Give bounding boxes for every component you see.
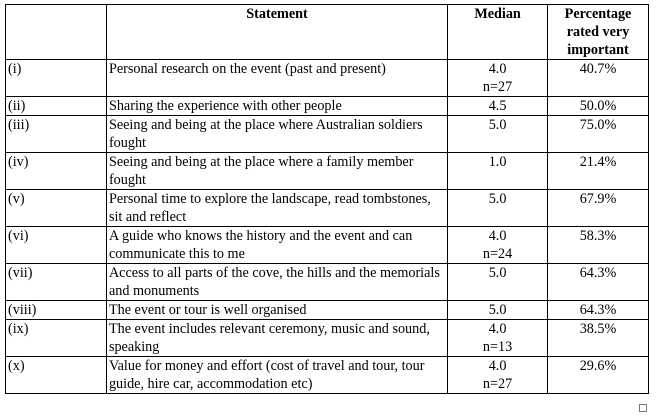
median-value: 5.0 — [488, 117, 507, 133]
row-number: (vii) — [6, 264, 107, 301]
row-percentage: 38.5% — [548, 320, 649, 357]
row-median — [448, 97, 548, 116]
median-value: 4.5 — [488, 98, 507, 114]
sample-size: n=27 — [482, 376, 513, 392]
table-row — [6, 264, 649, 301]
row-median — [448, 190, 548, 227]
sample-size: n=13 — [482, 339, 513, 355]
median-value: 1.0 — [488, 154, 507, 170]
row-statement: The event includes relevant ceremony, music and sound, speaking — [106, 320, 447, 357]
row-number: (ii) — [6, 97, 107, 116]
median-value: 4.0 — [488, 358, 507, 374]
row-statement: Personal research on the event (past and present) — [106, 60, 447, 97]
median-value: 5.0 — [488, 191, 507, 207]
row-percentage: 21.4% — [548, 153, 649, 190]
table-row — [6, 116, 649, 153]
row-percentage: 58.3% — [548, 227, 649, 264]
row-median — [448, 320, 548, 357]
row-percentage: 75.0% — [548, 116, 649, 153]
row-statement: Personal time to explore the landscape, read tombstones, sit and reflect — [106, 190, 447, 227]
table-row — [6, 190, 649, 227]
row-number: (ix) — [6, 320, 107, 357]
row-median — [448, 227, 548, 264]
row-percentage: 50.0% — [548, 97, 649, 116]
row-median — [448, 301, 548, 320]
row-median — [448, 60, 548, 97]
row-number: (v) — [6, 190, 107, 227]
row-percentage: 64.3% — [548, 264, 649, 301]
header-median: Median — [448, 5, 548, 60]
row-number: (viii) — [6, 301, 107, 320]
median-value: 5.0 — [488, 302, 507, 318]
header-statement: Statement — [106, 5, 447, 60]
row-percentage: 29.6% — [548, 357, 649, 394]
table-header-row — [6, 5, 649, 60]
row-percentage: 40.7% — [548, 60, 649, 97]
row-median — [448, 264, 548, 301]
row-median — [448, 357, 548, 394]
median-value: 4.0 — [488, 228, 507, 244]
header-number — [6, 5, 107, 60]
row-median — [448, 116, 548, 153]
row-number: (vi) — [6, 227, 107, 264]
median-value: 5.0 — [488, 265, 507, 281]
row-statement: Seeing and being at the place where a family member fought — [106, 153, 447, 190]
row-statement: The event or tour is well organised — [106, 301, 447, 320]
sample-size: n=27 — [482, 79, 513, 95]
row-percentage: 64.3% — [548, 301, 649, 320]
table-body — [6, 60, 649, 394]
table-row — [6, 97, 649, 116]
row-number: (iv) — [6, 153, 107, 190]
table-row — [6, 357, 649, 394]
table-row — [6, 227, 649, 264]
row-number: (i) — [6, 60, 107, 97]
table-row — [6, 320, 649, 357]
row-statement: A guide who knows the history and the event and can communicate this to me — [106, 227, 447, 264]
table-row — [6, 153, 649, 190]
table-row — [6, 60, 649, 97]
row-median — [448, 153, 548, 190]
row-statement: Access to all parts of the cove, the hills and the memorials and monuments — [106, 264, 447, 301]
median-value: 4.0 — [488, 321, 507, 337]
row-number: (iii) — [6, 116, 107, 153]
row-statement: Seeing and being at the place where Australian soldiers fought — [106, 116, 447, 153]
median-value: 4.0 — [488, 61, 507, 77]
row-statement: Value for money and effort (cost of travel and tour, tour guide, hire car, accommodation etc) — [106, 357, 447, 394]
row-number: (x) — [6, 357, 107, 394]
row-percentage: 67.9% — [548, 190, 649, 227]
table-row — [6, 301, 649, 320]
row-statement: Sharing the experience with other people — [106, 97, 447, 116]
table-resize-handle[interactable] — [639, 404, 647, 412]
survey-table — [5, 4, 649, 394]
sample-size: n=24 — [482, 246, 513, 262]
header-percentage: Percentage rated very important — [548, 5, 649, 60]
